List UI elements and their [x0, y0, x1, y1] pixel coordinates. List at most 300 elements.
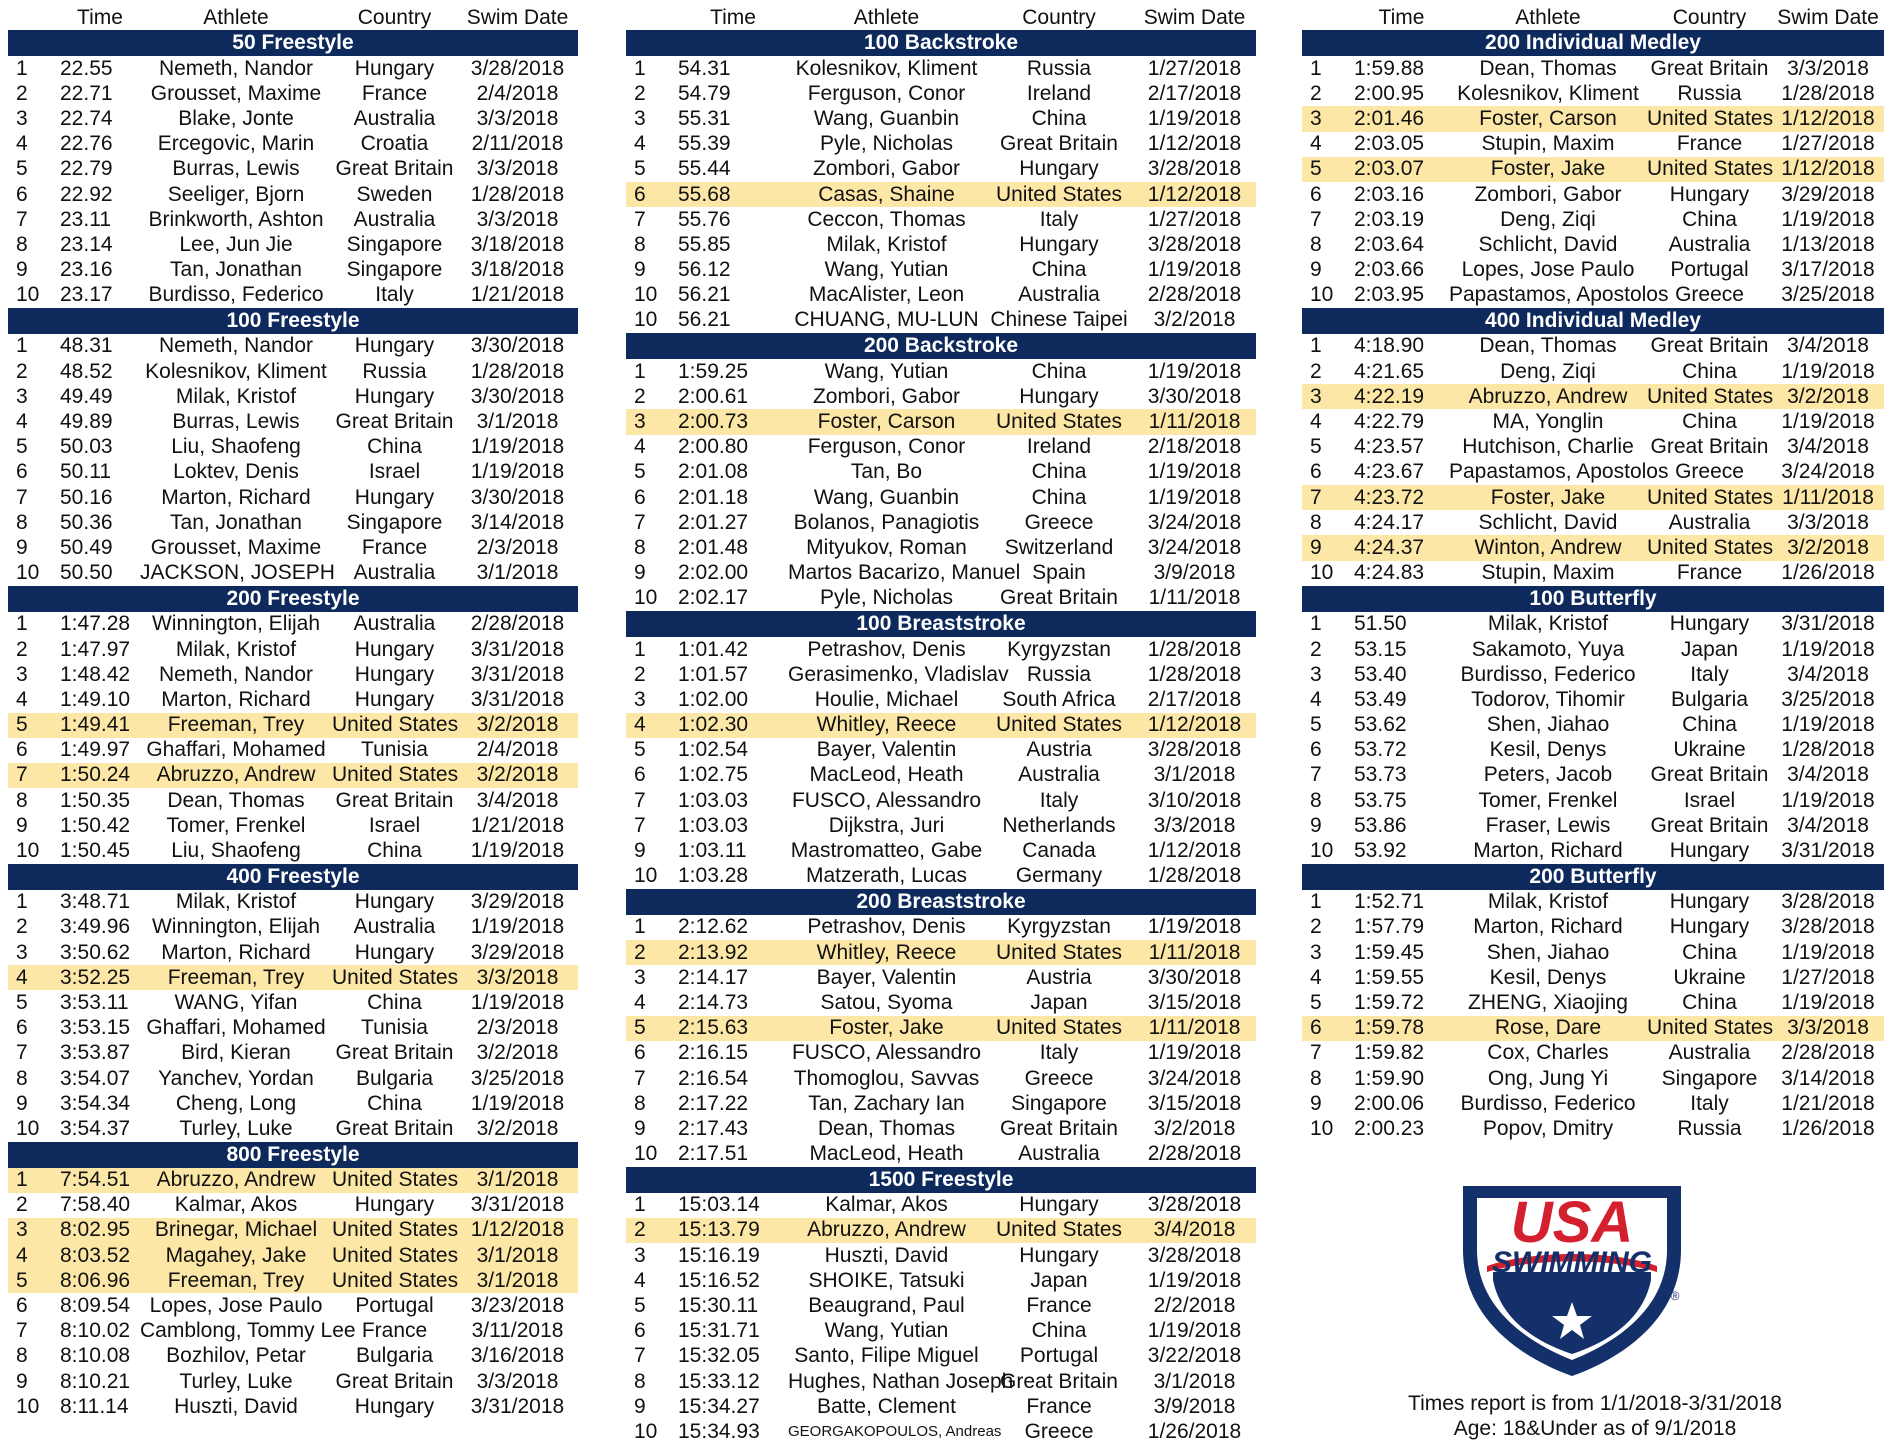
- cell-rank: 4: [16, 1243, 28, 1267]
- result-row: [8, 535, 578, 560]
- cell-rank: 9: [16, 258, 28, 282]
- cell-rank: 5: [634, 157, 646, 181]
- cell-country: United States: [1647, 106, 1774, 130]
- cell-date: 1/12/2018: [1781, 106, 1875, 130]
- cell-athlete: Petrashov, Denis: [807, 915, 966, 939]
- cell-country: Austria: [1026, 738, 1092, 762]
- cell-time: 50.50: [60, 561, 113, 585]
- cell-athlete: Deng, Ziqi: [1500, 207, 1596, 231]
- cell-rank: 3: [1310, 940, 1322, 964]
- cell-date: 1/21/2018: [1781, 1091, 1875, 1115]
- result-row: [8, 157, 578, 182]
- cell-date: 1/19/2018: [1781, 637, 1875, 661]
- cell-rank: 3: [1310, 106, 1322, 130]
- cell-time: 2:00.80: [678, 435, 749, 459]
- result-row: [626, 915, 1256, 940]
- result-row: [1302, 687, 1884, 712]
- event-title: 800 Freestyle: [8, 1142, 578, 1168]
- result-row: [8, 838, 578, 863]
- cell-time: 4:22.79: [1354, 410, 1425, 434]
- cell-rank: 5: [634, 1016, 646, 1040]
- cell-date: 1/11/2018: [1148, 1016, 1241, 1040]
- cell-athlete: Freeman, Trey: [167, 713, 305, 737]
- cell-date: 3/24/2018: [1147, 535, 1242, 559]
- cell-country: Tunisia: [361, 1016, 428, 1040]
- cell-country: Russia: [1677, 1116, 1742, 1140]
- result-row: [1302, 612, 1884, 637]
- cell-date: 1/19/2018: [470, 1091, 565, 1115]
- cell-date: 3/31/2018: [470, 1193, 565, 1217]
- cell-date: 3/10/2018: [1147, 788, 1242, 812]
- cell-rank: 6: [16, 1016, 28, 1040]
- column-header-row: [626, 2, 1256, 30]
- cell-rank: 9: [1310, 813, 1322, 837]
- result-row: [1302, 838, 1884, 863]
- cell-country: Great Britain: [335, 1116, 454, 1140]
- cell-rank: 4: [1310, 410, 1322, 434]
- result-row: [626, 460, 1256, 485]
- event-title: 200 Individual Medley: [1302, 30, 1884, 56]
- cell-time: 1:59.55: [1354, 965, 1425, 989]
- cell-time: 56.12: [678, 258, 731, 282]
- cell-time: 50.16: [60, 485, 113, 509]
- cell-country: Germany: [1015, 864, 1103, 888]
- cell-athlete: MacLeod, Heath: [809, 1142, 964, 1166]
- result-row: [626, 132, 1256, 157]
- cell-date: 2/28/2018: [1781, 1041, 1875, 1065]
- cell-date: 3/11/2018: [471, 1319, 564, 1343]
- cell-date: 1/27/2018: [1147, 207, 1242, 231]
- cell-athlete: Blake, Jonte: [178, 106, 294, 130]
- cell-country: China: [1682, 359, 1737, 383]
- cell-athlete: Nemeth, Nandor: [158, 56, 314, 80]
- cell-rank: 4: [634, 1268, 646, 1292]
- cell-athlete: ZHENG, Xiaojing: [1468, 990, 1628, 1014]
- result-row-highlighted: [1302, 485, 1884, 510]
- cell-time: 53.92: [1354, 839, 1407, 863]
- cell-athlete: Burras, Lewis: [172, 157, 300, 181]
- cell-athlete: Foster, Jake: [829, 1016, 944, 1040]
- cell-athlete: Winton, Andrew: [1474, 535, 1622, 559]
- cell-time: 3:48.71: [60, 890, 131, 914]
- cell-time: 15:33.12: [678, 1369, 760, 1393]
- cell-athlete: Whitley, Reece: [816, 940, 957, 964]
- cell-time: 53.72: [1354, 738, 1407, 762]
- result-row: [626, 561, 1256, 586]
- cell-athlete: Beaugrand, Paul: [808, 1294, 965, 1318]
- cell-rank: 6: [16, 182, 28, 206]
- result-row: [8, 990, 578, 1015]
- cell-country: Sweden: [356, 182, 433, 206]
- cell-rank: 7: [634, 1066, 646, 1090]
- cell-country: China: [1682, 940, 1737, 964]
- result-row-highlighted: [626, 940, 1256, 965]
- result-row: [1302, 435, 1884, 460]
- result-row: [1302, 283, 1884, 308]
- cell-rank: 9: [634, 1116, 646, 1140]
- cell-time: 53.75: [1354, 788, 1407, 812]
- cell-country: China: [1031, 1319, 1087, 1343]
- cell-time: 2:03.16: [1354, 182, 1425, 206]
- cell-date: 2/2/2018: [1153, 1294, 1236, 1318]
- cell-time: 2:02.00: [678, 561, 749, 585]
- cell-country: France: [361, 1319, 428, 1343]
- cell-date: 3/30/2018: [1147, 965, 1242, 989]
- cell-rank: 4: [634, 990, 646, 1014]
- cell-country: Hungary: [1669, 182, 1750, 206]
- cell-athlete: Foster, Carson: [1479, 106, 1617, 130]
- cell-athlete: Tan, Jonathan: [170, 258, 302, 282]
- cell-athlete: Matzerath, Lucas: [805, 864, 968, 888]
- cell-date: 1/26/2018: [1781, 1116, 1875, 1140]
- result-row: [8, 1016, 578, 1041]
- cell-country: Japan: [1030, 990, 1088, 1014]
- cell-athlete: Seeliger, Bjorn: [167, 182, 305, 206]
- cell-athlete: Lopes, Jose Paulo: [149, 1294, 323, 1318]
- cell-country: China: [1031, 460, 1087, 484]
- cell-time: 23.14: [60, 232, 113, 256]
- result-row-highlighted: [1302, 535, 1884, 560]
- cell-country: Hungary: [1669, 890, 1750, 914]
- cell-country: Great Britain: [1650, 334, 1769, 358]
- cell-time: 2:14.73: [678, 990, 749, 1014]
- cell-rank: 2: [16, 359, 28, 383]
- cell-rank: 7: [1310, 1041, 1322, 1065]
- result-row: [626, 232, 1256, 257]
- event-column: [1302, 2, 1884, 1142]
- cell-time: 15:13.79: [678, 1218, 760, 1242]
- cell-date: 3/1/2018: [476, 1268, 559, 1292]
- result-row: [626, 308, 1256, 333]
- cell-time: 1:50.42: [60, 813, 131, 837]
- cell-country: Ukraine: [1673, 738, 1746, 762]
- cell-date: 3/3/2018: [476, 157, 559, 181]
- result-row: [1302, 334, 1884, 359]
- cell-rank: 6: [1310, 738, 1322, 762]
- cell-athlete: Fraser, Lewis: [1485, 813, 1611, 837]
- cell-athlete: Batte, Clement: [817, 1394, 956, 1418]
- result-row: [626, 283, 1256, 308]
- result-row: [1302, 713, 1884, 738]
- result-row: [8, 384, 578, 409]
- cell-time: 23.17: [60, 283, 113, 307]
- cell-date: 3/29/2018: [470, 890, 565, 914]
- cell-athlete: Cox, Charles: [1487, 1041, 1609, 1065]
- cell-country: Hungary: [354, 662, 435, 686]
- cell-date: 1/19/2018: [470, 435, 565, 459]
- cell-athlete: Milak, Kristof: [175, 637, 297, 661]
- cell-rank: 7: [1310, 207, 1322, 231]
- cell-time: 22.71: [60, 81, 113, 105]
- cell-date: 3/29/2018: [470, 940, 565, 964]
- cell-rank: 9: [634, 1394, 646, 1418]
- cell-time: 8:10.21: [60, 1369, 131, 1393]
- logo-usa-text: USA: [1510, 1190, 1634, 1255]
- cell-athlete: Martos Bacarizo, Manuel: [788, 561, 1021, 585]
- cell-rank: 6: [634, 485, 646, 509]
- cell-date: 3/3/2018: [1787, 56, 1869, 80]
- cell-rank: 10: [16, 283, 40, 307]
- cell-country: Russia: [362, 359, 427, 383]
- cell-athlete: Stupin, Maxim: [1481, 132, 1615, 156]
- cell-rank: 5: [1310, 713, 1322, 737]
- cell-time: 15:03.14: [678, 1193, 760, 1217]
- cell-athlete: Ferguson, Conor: [807, 435, 966, 459]
- cell-athlete: Shen, Jiahao: [1486, 713, 1610, 737]
- cell-rank: 8: [16, 1344, 28, 1368]
- cell-time: 2:01.08: [678, 460, 749, 484]
- cell-rank: 10: [1310, 283, 1334, 307]
- cell-date: 3/2/2018: [476, 713, 559, 737]
- cell-time: 1:50.24: [60, 763, 131, 787]
- cell-date: 1/12/2018: [470, 1218, 565, 1242]
- cell-country: Singapore: [1661, 1066, 1758, 1090]
- cell-time: 3:53.11: [60, 990, 129, 1014]
- cell-athlete: Dijkstra, Juri: [828, 813, 945, 837]
- result-row: [1302, 788, 1884, 813]
- cell-country: Great Britain: [1650, 813, 1769, 837]
- cell-date: 1/28/2018: [1781, 81, 1875, 105]
- header-time: Time: [1378, 6, 1425, 29]
- cell-athlete: Mityukov, Roman: [806, 535, 967, 559]
- header-athlete: Athlete: [853, 6, 920, 29]
- cell-time: 2:03.19: [1354, 207, 1425, 231]
- header-date: Swim Date: [1777, 6, 1879, 29]
- cell-country: Italy: [1039, 207, 1079, 231]
- cell-country: Great Britain: [335, 157, 454, 181]
- cell-country: United States: [995, 1218, 1123, 1242]
- cell-country: Hungary: [354, 637, 435, 661]
- result-row-highlighted: [626, 1218, 1256, 1243]
- cell-date: 3/14/2018: [1781, 1066, 1875, 1090]
- cell-country: Japan: [1680, 637, 1739, 661]
- cell-time: 53.40: [1354, 662, 1407, 686]
- cell-time: 1:47.97: [60, 637, 131, 661]
- event-title: 50 Freestyle: [8, 30, 578, 56]
- cell-athlete: MacLeod, Heath: [809, 763, 964, 787]
- cell-rank: 3: [634, 1243, 646, 1267]
- cell-country: Spain: [1032, 561, 1086, 585]
- column-header-row: [1302, 2, 1884, 30]
- cell-rank: 1: [1310, 612, 1322, 636]
- cell-rank: 3: [1310, 384, 1322, 408]
- cell-time: 3:54.07: [60, 1066, 131, 1090]
- cell-country: France: [1676, 561, 1743, 585]
- cell-date: 3/3/2018: [476, 1369, 559, 1393]
- cell-time: 1:47.28: [60, 612, 131, 636]
- cell-country: Israel: [368, 813, 421, 837]
- cell-rank: 7: [16, 1041, 28, 1065]
- cell-date: 1/19/2018: [1147, 1268, 1242, 1292]
- result-row: [1302, 258, 1884, 283]
- result-row: [626, 1293, 1256, 1318]
- cell-country: Ireland: [1026, 435, 1092, 459]
- cell-date: 3/9/2018: [1153, 1394, 1236, 1418]
- cell-rank: 8: [16, 788, 28, 812]
- result-row: [8, 738, 578, 763]
- cell-athlete: Ghaffari, Mohamed: [146, 738, 326, 762]
- cell-time: 3:54.34: [60, 1091, 131, 1115]
- cell-date: 1/19/2018: [1781, 410, 1875, 434]
- result-row: [8, 232, 578, 257]
- result-row: [8, 182, 578, 207]
- cell-time: 8:02.95: [60, 1218, 131, 1242]
- result-row: [8, 409, 578, 434]
- cell-athlete: Huszti, David: [174, 1394, 298, 1418]
- cell-rank: 7: [16, 485, 28, 509]
- cell-date: 3/3/2018: [1787, 510, 1869, 534]
- cell-country: Australia: [1018, 763, 1100, 787]
- result-row: [8, 485, 578, 510]
- cell-country: Russia: [1677, 81, 1742, 105]
- result-row: [8, 81, 578, 106]
- cell-rank: 7: [1310, 485, 1322, 509]
- result-row: [1302, 662, 1884, 687]
- header-date: Swim Date: [466, 6, 569, 29]
- cell-country: Hungary: [1019, 1243, 1099, 1267]
- cell-country: China: [1682, 410, 1737, 434]
- cell-date: 3/2/2018: [1787, 384, 1869, 408]
- cell-athlete: Nemeth, Nandor: [158, 334, 314, 358]
- cell-date: 3/17/2018: [1781, 258, 1875, 282]
- result-row: [626, 510, 1256, 535]
- cell-time: 1:02.75: [678, 763, 749, 787]
- cell-rank: 6: [16, 460, 28, 484]
- result-row: [626, 435, 1256, 460]
- cell-athlete: Abruzzo, Andrew: [156, 763, 316, 787]
- result-row: [626, 1116, 1256, 1141]
- cell-country: Greece: [1675, 283, 1744, 307]
- cell-athlete: Kesil, Denys: [1489, 965, 1607, 989]
- cell-date: 3/1/2018: [1153, 1369, 1236, 1393]
- cell-time: 2:00.23: [1354, 1116, 1425, 1140]
- cell-country: United States: [995, 713, 1123, 737]
- cell-time: 1:01.42: [678, 637, 749, 661]
- event-title: 200 Breaststroke: [626, 889, 1256, 915]
- cell-date: 3/29/2018: [1781, 182, 1875, 206]
- cell-date: 1/19/2018: [1147, 1319, 1242, 1343]
- result-row: [626, 763, 1256, 788]
- result-row: [8, 106, 578, 131]
- cell-rank: 10: [16, 561, 40, 585]
- cell-rank: 9: [16, 813, 28, 837]
- cell-date: 1/19/2018: [1147, 359, 1242, 383]
- result-row-highlighted: [1302, 157, 1884, 182]
- cell-athlete: Turley, Luke: [179, 1369, 293, 1393]
- cell-rank: 2: [1310, 637, 1322, 661]
- header-time: Time: [710, 6, 756, 29]
- cell-rank: 8: [634, 535, 646, 559]
- cell-date: 1/27/2018: [1147, 56, 1242, 80]
- cell-athlete: Kolesnikov, Kliment: [1457, 81, 1639, 105]
- cell-time: 4:18.90: [1354, 334, 1425, 358]
- cell-athlete: WANG, Yifan: [174, 990, 298, 1014]
- cell-date: 3/30/2018: [1147, 384, 1242, 408]
- cell-date: 1/11/2018: [1148, 410, 1241, 434]
- cell-date: 3/30/2018: [470, 485, 565, 509]
- result-row: [626, 1091, 1256, 1116]
- cell-rank: 9: [634, 839, 646, 863]
- cell-athlete: Bird, Kieran: [181, 1041, 291, 1065]
- cell-country: Ukraine: [1673, 965, 1746, 989]
- cell-athlete: Thomoglou, Savvas: [793, 1066, 980, 1090]
- cell-athlete: Milak, Kristof: [1487, 612, 1609, 636]
- cell-date: 1/28/2018: [1147, 864, 1242, 888]
- cell-country: Great Britain: [335, 1041, 454, 1065]
- cell-date: 1/28/2018: [1147, 662, 1242, 686]
- result-row: [1302, 460, 1884, 485]
- cell-athlete: Liu, Shaofeng: [171, 435, 301, 459]
- result-row: [626, 258, 1256, 283]
- cell-country: Greece: [1024, 1066, 1094, 1090]
- cell-athlete: MacAlister, Leon: [808, 283, 965, 307]
- cell-country: Hungary: [354, 940, 435, 964]
- cell-rank: 5: [634, 460, 646, 484]
- result-row: [626, 1142, 1256, 1167]
- cell-rank: 10: [634, 308, 658, 332]
- cell-time: 15:34.93: [678, 1419, 760, 1443]
- cell-athlete: Ghaffari, Mohamed: [146, 1016, 326, 1040]
- cell-rank: 3: [634, 687, 646, 711]
- cell-rank: 1: [634, 359, 646, 383]
- cell-time: 3:49.96: [60, 915, 131, 939]
- cell-athlete: Nemeth, Nandor: [158, 662, 314, 686]
- result-row: [8, 1041, 578, 1066]
- cell-rank: 9: [634, 561, 646, 585]
- cell-time: 8:06.96: [60, 1268, 131, 1292]
- cell-country: United States: [995, 940, 1123, 964]
- cell-time: 4:23.57: [1354, 435, 1425, 459]
- cell-rank: 1: [1310, 334, 1322, 358]
- cell-rank: 3: [16, 384, 28, 408]
- cell-date: 1/19/2018: [1781, 207, 1875, 231]
- cell-time: 50.36: [60, 510, 113, 534]
- cell-athlete: Sakamoto, Yuya: [1471, 637, 1625, 661]
- cell-rank: 9: [634, 258, 646, 282]
- cell-time: 1:02.00: [678, 687, 749, 711]
- cell-time: 4:22.19: [1354, 384, 1425, 408]
- cell-rank: 1: [16, 56, 28, 80]
- cell-country: Hungary: [1669, 839, 1750, 863]
- cell-country: United States: [995, 410, 1123, 434]
- cell-date: 3/9/2018: [1153, 561, 1236, 585]
- cell-athlete: Ong, Jung Yi: [1487, 1066, 1609, 1090]
- cell-time: 2:00.06: [1354, 1091, 1425, 1115]
- cell-athlete: Ceccon, Thomas: [807, 207, 966, 231]
- cell-athlete: Winnington, Elijah: [151, 612, 321, 636]
- cell-time: 2:12.62: [678, 915, 749, 939]
- cell-time: 55.44: [678, 157, 731, 181]
- cell-rank: 4: [1310, 965, 1322, 989]
- result-row: [8, 132, 578, 157]
- result-row: [626, 813, 1256, 838]
- cell-athlete: Milak, Kristof: [175, 384, 297, 408]
- cell-country: Italy: [375, 283, 414, 307]
- cell-date: 1/19/2018: [1781, 940, 1875, 964]
- cell-country: United States: [332, 965, 459, 989]
- result-row: [8, 207, 578, 232]
- cell-date: 3/2/2018: [1153, 1116, 1236, 1140]
- cell-time: 15:32.05: [678, 1344, 760, 1368]
- cell-date: 3/18/2018: [470, 232, 565, 256]
- cell-date: 3/4/2018: [476, 788, 559, 812]
- cell-country: Australia: [353, 561, 436, 585]
- cell-date: 1/19/2018: [1147, 915, 1242, 939]
- result-row: [626, 788, 1256, 813]
- result-row-highlighted: [1302, 106, 1884, 131]
- cell-rank: 10: [16, 1116, 40, 1140]
- report-range-note: Times report is from 1/1/2018-3/31/2018: [1408, 1392, 1782, 1415]
